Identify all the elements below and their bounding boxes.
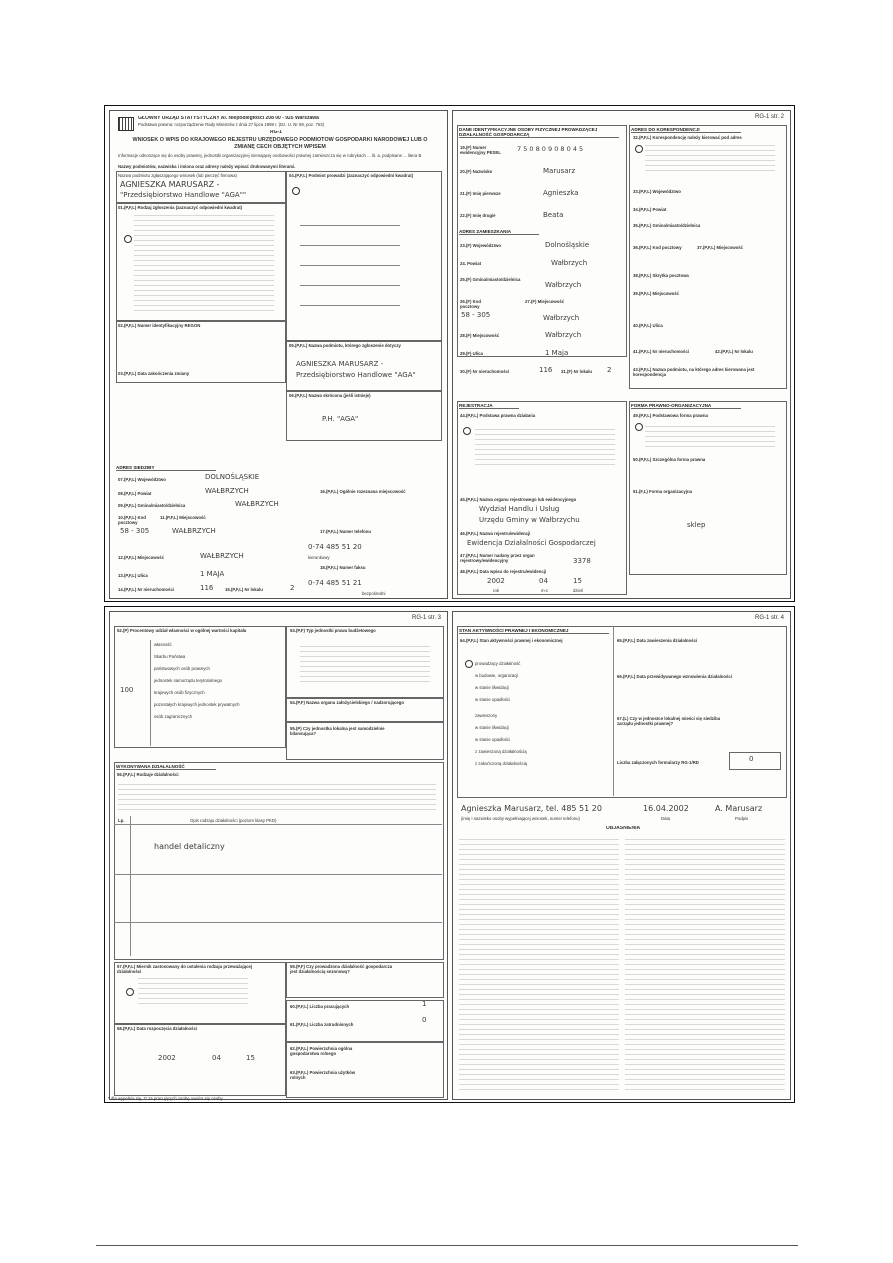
row-53-label: 53.(P,F) Typ jednostki prawa budżetowego	[290, 628, 376, 633]
rule	[300, 245, 400, 246]
row-42-label: 42.(P,F,L) Nr lokalu	[715, 349, 753, 354]
form-page-4	[452, 611, 791, 1100]
field-06-value: P.H. "AGA"	[322, 415, 359, 423]
row-29-value: 1 Maja	[545, 349, 569, 357]
attachments-value: 0	[749, 755, 754, 763]
row-56-label: 56.(P,F,L) Rodzaje działalności	[117, 772, 179, 777]
ownership-percent-value: 100	[120, 686, 134, 694]
row-49-label: 49.(P,F,L) Podstawowa forma prawna	[633, 413, 708, 418]
row-18-bezposredni: bezpośredni	[362, 591, 386, 596]
explanations-text-right	[625, 836, 785, 1094]
section-explanations: OBJAŚNIENIA	[605, 826, 641, 831]
row-57-options	[138, 978, 248, 1008]
row-60-value: 1	[422, 1000, 427, 1008]
row-22-label: 22.(F) Imię drugie	[460, 213, 496, 218]
row-61-value: 0	[422, 1016, 427, 1024]
row-45-value-2: Urzędu Gminy w Wałbrzychu	[479, 516, 580, 524]
row-64-option-circle[interactable]	[465, 660, 473, 668]
row-48-year: 2002	[487, 577, 505, 585]
row-45-label: 45.(P,F,L) Nazwa organu rejestrowego lub ewidencyjnego	[460, 497, 577, 502]
row-13-label: 13.(P,F,L) Ulica	[118, 573, 148, 578]
ownership-item: państwowych osób prawnych	[154, 666, 210, 671]
row-47-label: 47.(P,F,L) Numer nadany przez organ rejestrowy/ewidencyjny	[460, 553, 535, 563]
field-06-label: 06.(P,F,L) Nazwa skrócona (jeśli istnieje)	[289, 393, 371, 398]
row-18-label: 18.(P,F,L) Numer faksu	[320, 565, 366, 570]
row-17-value: 0-74 485 51 20	[308, 543, 362, 551]
activity-col-header: Opis rodzaju działalności (poziom klasy PKD)	[190, 818, 277, 823]
row-46-label: 46.(P,F,L) Nazwa rejestru/ewidencji	[460, 531, 531, 536]
activity-col-lp: Lp.	[118, 818, 125, 823]
form-page-2	[452, 110, 791, 599]
form-page-1	[109, 110, 448, 599]
row-35-label: 35.(P,F,L) Gmina/miasto/dzielnica	[633, 223, 701, 228]
field-05-label: 05.(P,F,L) Nazwa podmiotu, którego zgłoszenie dotyczy	[289, 343, 401, 348]
form-code: RG-1	[270, 130, 282, 135]
ownership-item: własność	[154, 642, 172, 647]
row-10-label: 10.(P,F,L) Kod pocztowy	[118, 515, 146, 525]
row-58-box	[114, 1024, 286, 1096]
activity-value: handel detaliczny	[154, 842, 225, 851]
field-02-label: 02.(P,F,L) Numer identyfikacyjny REGON	[118, 323, 201, 328]
row-30-value: 116	[539, 366, 553, 374]
field-01-options	[134, 215, 274, 315]
row-19-label: 19.(F) Numer ewidencyjny PESEL	[460, 145, 501, 155]
ownership-item: pozostałych krajowych jednostek prywatnych	[154, 702, 240, 707]
field-04-option-circle[interactable]	[292, 187, 300, 195]
row-33-label: 33.(P,F,L) Województwo	[633, 189, 681, 194]
status-option: z zakończoną działalnością	[475, 761, 528, 766]
row-27-value: Wałbrzych	[543, 314, 580, 322]
row-48-mc: m-c	[541, 588, 549, 593]
row-08-label: 08.(P,F,L) Powiat	[118, 491, 152, 496]
row-67-label: 67.(L) Czy w jednostce lokalnej mieści się siedziba zarządu jednostki prawnej?	[617, 716, 721, 726]
row-47-value: 3378	[573, 557, 591, 565]
field-06-box	[286, 391, 442, 441]
ownership-item: osób zagranicznych	[154, 714, 192, 719]
rule	[300, 305, 400, 306]
row-63-label: 63.(P,F,L) Powierzchnia użytków rolnych	[290, 1070, 356, 1080]
row-14-label: 14.(P,F,L) Nr nieruchomości	[118, 587, 175, 592]
row-34-label: 34.(P,F,L) Powiat	[633, 207, 667, 212]
rule	[114, 922, 442, 923]
signature-value: A. Marusarz	[715, 804, 763, 813]
status-option: zawieszony	[475, 713, 498, 718]
row-58-day: 15	[246, 1054, 255, 1062]
row-20-value: Marusarz	[543, 167, 576, 175]
section-residence: ADRES ZAMIESZKANIA	[459, 229, 539, 235]
row-37-label: 37.(P,F,L) Miejscowość	[697, 245, 744, 250]
header-institution: GŁÓWNY URZĄD STATYSTYCZNY Al. Niepodległości 208 00 - 925 Warszawa	[138, 116, 319, 121]
row-31-value: 2	[607, 366, 612, 374]
row-14-value: 116	[200, 584, 214, 592]
rule	[114, 874, 442, 875]
field-05-value-2: Przedsiębiorstwo Handlowe "AGA"	[296, 371, 416, 379]
field-01-option-circle[interactable]	[124, 235, 132, 243]
note-1: Informacje odnoszące się do osoby prawnej, jednostki organizacyjnej niemającej osobowości prawnej zamieszcza się w rubrykach ... lit. a, podpisane ... litera B	[118, 153, 422, 158]
status-option: z zawieszoną działalnością	[475, 749, 527, 754]
row-10-value: 58 - 305	[120, 527, 150, 535]
rule	[114, 824, 442, 825]
section-correspondence: ADRES DO KORESPONDENCJI	[631, 127, 741, 133]
sign-label: Podpis	[735, 816, 749, 821]
row-48-month: 04	[539, 577, 548, 585]
row-46-value: Ewidencja Działalności Gospodarczej	[467, 539, 596, 547]
signer-label: (imię i nazwisko osoby wypełniającej wniosek, numer telefonu)	[461, 816, 580, 821]
status-box	[457, 626, 787, 798]
row-38-label: 38.(P,F,L) Skrytka pocztowa	[633, 273, 689, 278]
ownership-item: krajowych osób fizycznych	[154, 690, 205, 695]
row-15-label: 15.(P,F,L) Nr lokalu	[225, 587, 263, 592]
rule	[300, 225, 400, 226]
row-48-rok: rok	[493, 588, 499, 593]
row-26-label: 26.(F) Kod pocztowy	[460, 299, 482, 309]
row-23-value: Dolnośląskie	[545, 241, 590, 249]
form-page-3	[109, 611, 448, 1100]
row-43-label: 43.(P,F,L) Nazwa podmiotu, na którego adres kierowana jest korespondencja	[633, 367, 755, 377]
row-53-options	[300, 642, 430, 686]
page-number: RG-1 str. 3	[411, 615, 441, 621]
row-19-value: 7 5 0 8 0 9 0 8 0 4 5	[517, 145, 584, 153]
field-01-label: 01.(P,F,L) Rodzaj zgłoszenia (zaznaczyć odpowiedni kwadrat)	[118, 205, 243, 210]
section-status: STAN AKTYWNOŚCI PRAWNEJ I EKONOMICZNEJ	[459, 628, 609, 634]
row-07-value: DOLNOŚLĄSKIE	[205, 473, 260, 481]
row-31-label: 31.(F) Nr lokalu	[561, 369, 593, 374]
row-32-option-circle[interactable]	[635, 145, 643, 153]
ownership-item: jednostek samorządu terytorialnego	[154, 678, 223, 683]
row-50-label: 50.(P,F,L) Szczególna forma prawna	[633, 457, 706, 462]
row-16-label: 16.(P,F,L) Ogólnie rozeznana miejscowość	[320, 489, 406, 494]
row-32-options	[645, 145, 775, 175]
field-05-value-1: AGNIESZKA MARUSARZ -	[296, 360, 384, 368]
row-64-label: 64.(P,F,L) Stan aktywności prawnej i ekonomicznej	[460, 638, 563, 643]
row-28-value: Wałbrzych	[545, 331, 582, 339]
signature-date-value: 16.04.2002	[643, 804, 689, 813]
section-activity: WYKONYWANA DZIAŁALNOŚĆ	[116, 764, 216, 770]
row-59-label: 59.(P,F) Czy prowadzona działalność gospodarcza jest działalnością sezonową?	[290, 964, 393, 974]
row-17-label: 17.(P,F,L) Numer telefonu	[320, 529, 372, 534]
page-bottom-rule	[96, 1245, 798, 1246]
page-number: RG-1 str. 2	[754, 114, 784, 120]
section-identity: DANE IDENTYFIKACYJNE OSOBY FIZYCZNEJ PROWADZĄCEJ DZIAŁALNOŚĆ GOSPODARCZĄ	[459, 127, 619, 138]
page-number: RG-1 str. 4	[754, 615, 784, 621]
ownership-item: Skarbu Państwa	[154, 654, 186, 659]
divider	[130, 816, 131, 956]
row-08-value: WAŁBRZYCH	[205, 487, 249, 495]
row-44-option-circle[interactable]	[463, 427, 471, 435]
row-55-label: 55.(P) Czy jednostka lokalna jest samodzielnie bilansująca?	[290, 726, 385, 736]
row-13-value: 1 MAJA	[200, 570, 225, 578]
attachments-label: Liczba załączonych formularzy RG-1/RD	[617, 760, 699, 765]
row-58-year: 2002	[158, 1054, 176, 1062]
bottom-footnote: * dla wypełnia się, ** za pracujących osobę uważa się osoby ...	[108, 1096, 228, 1101]
row-28-label: 28.(F) Miejscowość	[460, 333, 500, 338]
row-65-label: 65.(P,F,L) Data zawieszenia działalności	[617, 638, 698, 643]
row-51-label: 51.(F,L) Forma organizacyjna	[633, 489, 692, 494]
row-60-label: 60.(P,F,L) Liczba pracujących	[290, 1004, 350, 1009]
form-title: WNIOSEK O WPIS DO KRAJOWEGO REJESTRU URZĘDOWEGO PODMIOTÓW GOSPODARKI NARODOWEJ LUB O ZMIANĘ CECH OBJĘTYCH WPISEM	[132, 137, 428, 150]
row-61-label: 61.(P,F,L) Liczba zatrudnionych	[290, 1022, 354, 1027]
applicant-name-line1: AGNIESZKA MARUSARZ -	[120, 180, 220, 189]
row-58-label: 58.(P,F,L) Data rozpoczęcia działalności	[117, 1026, 198, 1031]
row-22-value: Beata	[543, 211, 564, 219]
row-24-label: 24. Powiat	[460, 261, 482, 266]
section-registration: REJESTRACJA	[459, 403, 519, 409]
status-option: w stanie upadłości	[475, 697, 511, 702]
row-48-day: 15	[573, 577, 582, 585]
row-66-label: 66.(P,F,L) Data przewidywanego wznowienia działalności	[617, 674, 733, 679]
row-45-value-1: Wydział Handlu i Usług	[479, 505, 560, 513]
row-11-label: 11.(P,F,L) Miejscowość	[160, 515, 206, 520]
row-41-label: 41.(P,F,L) Nr nieruchomości	[633, 349, 690, 354]
row-30-label: 30.(F) Nr nieruchomości	[460, 369, 510, 374]
row-21-label: 21.(F) Imię pierwsze	[460, 191, 501, 196]
row-11-value: WAŁBRZYCH	[172, 527, 216, 535]
applicant-name-line2: "Przedsiębiorstwo Handlowe "AGA""	[120, 191, 247, 199]
row-32-label: 32.(P,F,L) Korespondencję należy kierować pod adres	[633, 135, 742, 140]
row-44-label: 44.(P,F,L) Podstawa prawna działania	[460, 413, 536, 418]
field-03-label: 03.(P,F,L) Data zakończenia zmiany	[118, 371, 190, 376]
explanations-text-left	[459, 836, 619, 1094]
row-52-label: 52.(P) Procentowy udział własności w ogólnej wartości kapitału	[117, 628, 247, 633]
row-49-options	[645, 423, 775, 451]
row-12-label: 12.(P,F,L) Miejscowość	[118, 555, 165, 560]
row-49-option-circle[interactable]	[635, 423, 643, 431]
row-62-label: 62.(P,F,L) Powierzchnia ogólna gospodarstwa rolnego	[290, 1046, 353, 1056]
gus-logo	[118, 117, 134, 131]
identity-box	[457, 125, 627, 357]
status-option: w stanie likwidacji	[475, 685, 509, 690]
row-48-label: 48.(P,F,L) Data wpisu do rejestru/ewidencji	[460, 569, 547, 574]
row-57-label: 57.(P,F,L) Miernik zastosowany do ustalenia rodzaju przeważającej działalności	[117, 964, 253, 974]
note-2: Nazwy podmiotów, nazwiska i imiona oraz adresy należy wpisać drukowanymi literami.	[118, 164, 296, 169]
header-legal: Podstawa prawna: rozporządzenie Rady Ministrów z dnia 27 lipca 1999 r. (Dz. U. Nr 69, poz. 763)	[138, 122, 325, 127]
form-sheet-bottom	[104, 606, 795, 1103]
row-44-options	[475, 425, 615, 469]
row-25-label: 25.(F) Gmina/miasto/dzielnica	[460, 277, 521, 282]
status-option: w budowie, organizacji	[475, 673, 519, 678]
status-option: w stanie upadłości	[475, 737, 511, 742]
row-54-label: 54.(P,F) Nazwa organu założycielskiego / nadzorującego	[290, 700, 405, 705]
divider	[613, 626, 614, 796]
rule	[300, 285, 400, 286]
section-legal-form: FORMA PRAWNO-ORGANIZACYJNA	[631, 403, 741, 409]
status-option: prowadzący działalność	[475, 661, 521, 666]
row-39-label: 39.(P,F,L) Miejscowość	[633, 291, 680, 296]
row-21-value: Agnieszka	[543, 189, 579, 197]
field-04-label: 04.(P,F,L) Podmiot prowadzi (zaznaczyć odpowiedni kwadrat)	[289, 173, 414, 178]
row-18-value: 0-74 485 51 21	[308, 579, 362, 587]
row-12-value: WAŁBRZYCH	[200, 552, 244, 560]
row-36-label: 36.(P,F,L) Kod pocztowy	[633, 245, 682, 250]
activity-instructions	[118, 780, 436, 814]
row-24-value: Wałbrzych	[551, 259, 588, 267]
row-09-label: 09.(P,F,L) Gmina/miasto/dzielnica	[118, 503, 186, 508]
row-23-label: 23.(F) Województwo	[460, 243, 501, 248]
row-51-value: sklep	[687, 521, 706, 529]
row-07-label: 07.(P,F,L) Województwo	[118, 477, 166, 482]
divider	[150, 640, 151, 746]
row-26-value: 58 - 305	[461, 311, 491, 319]
row-17-kierunkowy: kierunkowy	[308, 555, 330, 560]
applicant-name-label: Nazwa podmiotu zgłaszającego wniosek (lub pieczęć firmowa)	[118, 173, 237, 178]
date-label: Data	[661, 816, 671, 821]
row-57-option-circle[interactable]	[126, 988, 134, 996]
row-25-value: Wałbrzych	[545, 281, 582, 289]
status-option: w stanie likwidacji	[475, 725, 509, 730]
field-04-box	[286, 171, 442, 341]
form-sheet-top	[104, 105, 795, 602]
rule	[300, 265, 400, 266]
row-15-value: 2	[290, 584, 295, 592]
signer-name-value: Agnieszka Marusarz, tel. 485 51 20	[461, 804, 602, 813]
row-20-label: 20.(F) Nazwisko	[460, 169, 493, 174]
row-48-dzien: dzień	[573, 588, 584, 593]
row-58-month: 04	[212, 1054, 221, 1062]
section-address: ADRES SIEDZIBY	[116, 465, 216, 471]
row-09-value: WAŁBRZYCH	[235, 500, 279, 508]
attachments-box	[729, 752, 781, 770]
row-29-label: 29.(F) Ulica	[460, 351, 483, 356]
row-27-label: 27.(F) Miejscowość	[525, 299, 565, 304]
row-40-label: 40.(P,F,L) Ulica	[633, 323, 663, 328]
